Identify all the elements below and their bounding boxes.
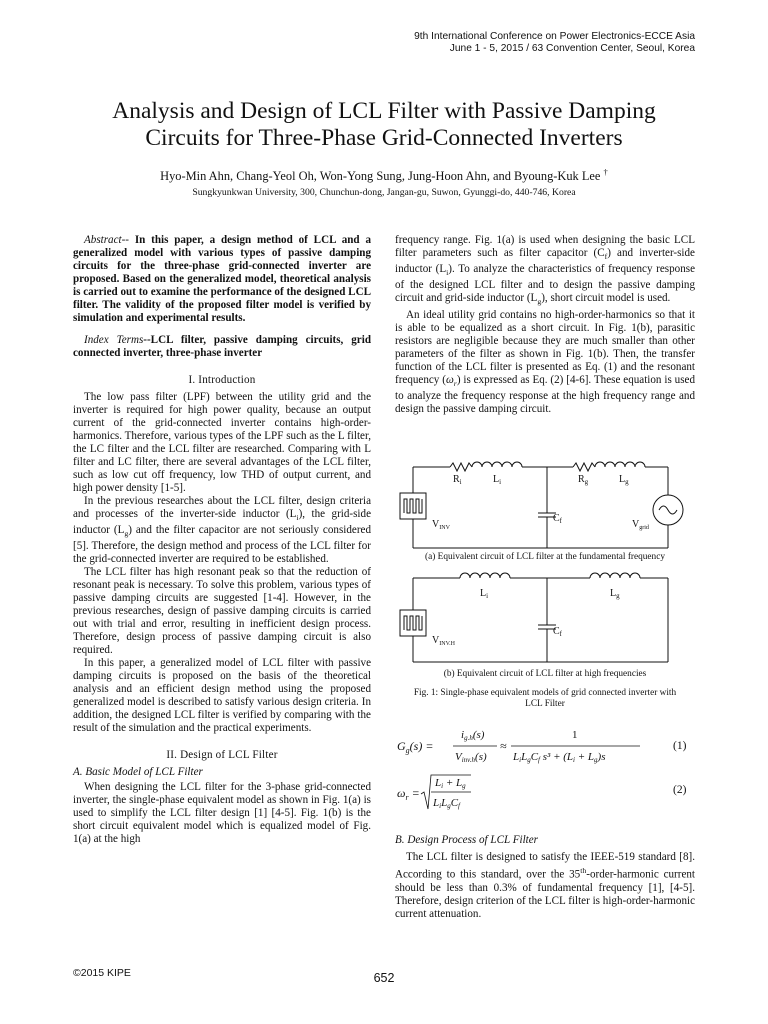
- copyright: ©2015 KIPE: [73, 967, 131, 979]
- label-li-b: $L_i$: [480, 588, 489, 600]
- abstract-label: Abstract--: [84, 234, 129, 246]
- design-paragraph-a: When designing the LCL filter for the 3-phase grid-connected inverter, the single-phase equivalent model as shown in Fig. 1(a) is used to simplify the LCL filter design [1] [4-5]. Fig. 1(b) is the short circuit equivalent model which is equalized model of Fig. 1(a) at the high: [73, 781, 371, 846]
- resistor-ri: [450, 463, 472, 471]
- page-number: 652: [373, 971, 395, 985]
- intro-p2-a: In the previous researches about the LCL filter, design criteria and processes of the inverter-side inductor (L: [73, 495, 371, 520]
- conference-date-venue: June 1 - 5, 2015 / 63 Convention Center, Seoul, Korea: [449, 43, 695, 54]
- abstract: [73, 234, 371, 325]
- label-vinv-h: $V_{INV.H}$: [432, 635, 455, 647]
- label-rg: $R_g$: [578, 474, 589, 486]
- equation-2-number: (2): [673, 784, 687, 796]
- index-terms-text: --LCL filter, passive damping circuits, grid connected inverter, three-phase inverter: [73, 334, 371, 359]
- section-heading-design: II. Design of LCL Filter: [166, 749, 278, 762]
- svg-text:LiLgCf: LiLgCf: [433, 797, 460, 810]
- label-vinv: $V_{INV}$: [432, 519, 450, 531]
- equations: [395, 722, 695, 812]
- right-column-bottom: [395, 834, 695, 921]
- label-li: $L_i$: [493, 474, 502, 486]
- rp1-b: ) and inverter-side inductor (L: [395, 247, 695, 276]
- eq1-lhs: $G_g(s)$ =: [397, 739, 434, 755]
- eq2-lhs: $\omega_r$ =: [397, 786, 420, 802]
- inductor-lg: [595, 462, 645, 467]
- intro-p2-b: ), the grid-side inductor (L: [73, 508, 371, 537]
- rp2-b: ) is expressed as Eq. (2) [4-6]. These equation is used to analyze the frequency response at the high frequency range and design the passive damping circuit.: [395, 373, 695, 415]
- figure-caption-line-2: LCL Filter: [525, 699, 565, 709]
- intro-p2-c: ) and the filter capacitor are not seriously considered [5]. Therefore, the design method and process of the LCL filter for the grid-connected inverter are required to be established.: [73, 524, 371, 566]
- subsection-b-heading: B. Design Process of LCL Filter: [395, 834, 538, 846]
- author-list: Hyo-Min Ahn, Chang-Yeol Oh, Won-Yong Sung, Jung-Hoon Ahn, and Byoung-Kuk Lee: [160, 169, 601, 184]
- equation-1-number: (1): [673, 740, 687, 752]
- rp2-a: An ideal utility grid contains no high-order-harmonics so that it is able to be equalized as a short circuit. In Fig. 1(b), parasitic resistors are negligible because they are much smaller than other parameters of the filter as shown in Fig. 1(b). Then, the transfer function of the LCL filter is presented as Eq. (1) and the resonant frequency (: [395, 308, 695, 386]
- figure-1b-caption: (b) Equivalent circuit of LCL filter at high frequencies: [443, 669, 647, 679]
- label-ri: $R_i$: [453, 474, 462, 486]
- rpb-sup: th: [580, 866, 587, 875]
- inductor-li-b: [460, 573, 510, 578]
- right-paragraph-2: An ideal utility grid contains no high-order-harmonics so that it is able to be equalized as a short circuit. In Fig. 1(b), parasitic resistors are negligible because they are much smaller than other parameters of the filter as shown in Fig. 1(b). Then, the transfer function of the LCL filter is presented as Eq. (1) and the resonant frequency $(\omega_r)$ is expressed as Eq. (2) [4-6]. These equation is used to analyze the frequency response at the high frequency range and design the passive damping circuit.: [395, 308, 695, 415]
- title-line-2: Circuits for Three-Phase Grid-Connected Inverters: [145, 125, 623, 151]
- label-vgrid: $V_{grid}$: [632, 519, 649, 531]
- label-cf-a: $C_f$: [553, 513, 563, 525]
- conference-name: 9th International Conference on Power Electronics-ECCE Asia: [414, 31, 695, 42]
- rpb-2: -order-harmonic current should be less than 0.3% of fundamental frequency [1], [4-5]. Therefore, design criterion of the LCL filter is high-order-harmonic current attenuation.: [395, 868, 695, 920]
- svg-text:ig.h(s): ig.h(s): [461, 729, 485, 742]
- abstract-text: In this paper, a design method of LCL and a generalized model with various types of passive damping circuits for the three-phase grid-connected inverter are proposed. Based on the generalized model, theoretical analysis is carried out to examine the performance of the designed LCL filter. The validity of the proposed filter model is verified by simulation and experimental results.: [73, 234, 371, 324]
- rp1-d: ), short circuit model is used.: [541, 292, 671, 305]
- svg-text:Li + Lg: Li + Lg: [435, 777, 466, 790]
- label-cf-b: $C_f$: [553, 626, 563, 638]
- rpb-1: The LCL filter is designed to satisfy the IEEE-519 standard [8]. According to this standard, over the 35: [395, 851, 695, 881]
- rp1-a: frequency range. Fig. 1(a) is used when designing the basic LCL filter parameters such as filter capacitor (C: [395, 234, 695, 259]
- svg-text:≈: ≈: [500, 739, 507, 753]
- author-mark: †: [603, 167, 608, 177]
- svg-text:Vinv.h(s): Vinv.h(s): [455, 751, 487, 764]
- affiliation: Sungkyunkwan University, 300, Chunchun-dong, Jangan-gu, Suwon, Gyunggi-do, 440-746, Korea: [192, 187, 576, 198]
- label-lg-b: $L_g$: [610, 588, 620, 600]
- section-heading-introduction: I. Introduction: [188, 374, 256, 386]
- intro-paragraph-2: In the previous researches about the LCL filter, design criteria and processes of the inverter-side inductor $(L_i)$, the grid-side inductor $(L_g)$ and the filter capacitor are not seriously considered [5]. Therefore, the design method and process of the LCL filter for the grid-connected inverter are required to be established.: [73, 495, 371, 566]
- intro-paragraph-3: The LCL filter has high resonant peak so that the reduction of resonant peak is necessary. To solve this problem, various types of passive damping circuits are suggested [1-4]. However, in the previous researches, design of passive damping circuits is carried out with trial and error, resulting in inefficient design process. Therefore, design process of passive damping circuit is also required.: [73, 566, 371, 657]
- inductor-li: [472, 462, 522, 467]
- index-terms: [73, 334, 371, 360]
- index-terms-label: Index Terms: [84, 334, 144, 346]
- conference-header: [414, 31, 695, 55]
- intro-paragraph-4: In this paper, a generalized model of LCL filter with passive damping circuits is proposed on the basis of the theoretical analysis and an efficient design method using the proposed generalized model is described to satisfy various design criteria. In addition, the designed LCL filter is verified by comparing with the result of the simulation and the practical experiments.: [73, 657, 371, 735]
- right-paragraph-1: frequency range. Fig. 1(a) is used when designing the basic LCL filter parameters such as filter capacitor $(C_f)$ and inverter-side inductor $(L_i)$. To analyze the characteristics of frequency response of the designed LCL filter and to design the passive damping circuit and grid-side inductor $(L_g)$, short circuit model is used.: [395, 234, 695, 307]
- svg-text:LiLgCf s³ + (Li + Lg)s: LiLgCf s³ + (Li + Lg)s: [513, 751, 606, 764]
- paper-title: [0, 98, 768, 152]
- left-column: [73, 234, 371, 846]
- subsection-a-heading: A. Basic Model of LCL Filter: [73, 766, 203, 779]
- svg-text:1: 1: [572, 729, 578, 741]
- design-paragraph-b: [395, 851, 695, 921]
- title-line-1: Analysis and Design of LCL Filter with Passive Damping: [112, 98, 656, 124]
- figure-1a-caption: (a) Equivalent circuit of LCL filter at the fundamental frequency: [425, 552, 665, 562]
- intro-paragraph-1: The low pass filter (LPF) between the utility grid and the inverter is required for high power quality, because an output current of the grid-connected inverter contains high-order-harmonics. Therefore, various types of the LPF such as the L filter, the LC filter and the LCL filter are researched. Comparing with L filter and LC filter, there are several advantages of the LCL filter, such as low cut off frequency, low THD of output current, and high power density [1-5].: [73, 391, 371, 494]
- right-column-top: [395, 234, 695, 416]
- inductor-lg-b: [590, 573, 640, 578]
- figure-1-caption: [395, 688, 695, 710]
- authors: [0, 167, 768, 184]
- figure-caption-line-1: Fig. 1: Single-phase equivalent models of grid connected inverter with: [413, 688, 677, 698]
- rp1-c: ). To analyze the characteristics of frequency response of the designed LCL filter and to design the passive damping circuit and grid-side inductor (L: [395, 263, 695, 305]
- resistor-rg: [573, 463, 595, 471]
- label-lg: $L_g$: [619, 474, 629, 486]
